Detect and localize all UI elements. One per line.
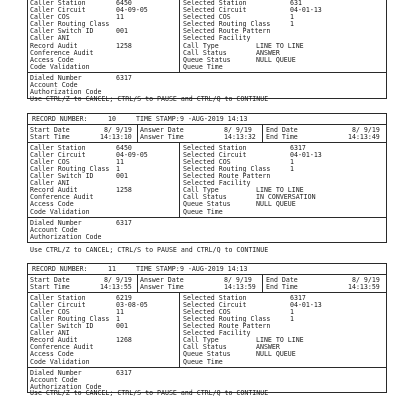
value-caller-cos: 11	[116, 307, 124, 316]
value-queue-status: NULL QUEUE	[256, 200, 296, 209]
label-call-status: Call Status	[183, 343, 227, 352]
record-block	[27, 113, 387, 243]
value-record-audit: 1268	[116, 336, 132, 345]
value-end-time: 14:13:49	[348, 132, 380, 141]
label-access-code: Access Code	[30, 200, 74, 209]
label-authorization-code: Authorization Code	[30, 232, 102, 241]
value-selected-circuit: 04-01-13	[290, 300, 322, 309]
label-code-validation: Code Validation	[30, 357, 90, 366]
caller-selected-section	[28, 0, 386, 72]
value-caller-circuit: 04-09-05	[116, 150, 148, 159]
record-block-partial	[27, 0, 387, 99]
label-caller-station: Caller Station	[30, 0, 86, 7]
date-time-section	[28, 124, 386, 142]
label-caller-cos: Caller COS	[30, 13, 70, 22]
label-caller-station: Caller Station	[30, 293, 86, 302]
label-selected-routing-class: Selected Routing Class	[183, 20, 271, 29]
label-caller-circuit: Caller Circuit	[30, 6, 86, 15]
value-selected-station: 631	[290, 0, 302, 7]
label-caller-station: Caller Station	[30, 143, 86, 152]
label-answer-date: Answer Date	[140, 275, 184, 284]
value-dialed-number: 6317	[116, 218, 132, 227]
label-access-code: Access Code	[30, 55, 74, 64]
label-queue-time: Queue Time	[183, 357, 223, 366]
label-caller-circuit: Caller Circuit	[30, 150, 86, 159]
value-caller-routing-class: 1	[116, 314, 120, 323]
dialed-section	[28, 72, 386, 97]
label-selected-circuit: Selected Circuit	[183, 6, 247, 15]
value-call-status: IN CONVERSATION	[256, 193, 316, 202]
label-queue-status: Queue Status	[183, 200, 231, 209]
label-caller-ani: Caller ANI	[30, 34, 70, 43]
label-caller-switch-id: Caller Switch ID	[30, 172, 94, 181]
value-end-date: 8/ 9/19	[352, 125, 380, 134]
label-answer-date: Answer Date	[140, 125, 184, 134]
value-answer-date: 8/ 9/19	[224, 275, 252, 284]
value-caller-routing-class: 1	[116, 164, 120, 173]
value-queue-status: NULL QUEUE	[256, 350, 296, 359]
value-end-date: 8/ 9/19	[352, 275, 380, 284]
value-dialed-number: 6317	[116, 368, 132, 377]
label-record-audit: Record Audit	[30, 186, 78, 195]
label-dialed-number: Dialed Number	[30, 218, 82, 227]
label-selected-route-pattern: Selected Route Pattern	[183, 322, 271, 331]
label-caller-ani: Caller ANI	[30, 329, 70, 338]
value-call-status: ANSWER	[256, 343, 280, 352]
label-answer-time: Answer Time	[140, 282, 184, 291]
label-end-time: End Time	[266, 282, 298, 291]
label-caller-cos: Caller COS	[30, 157, 70, 166]
label-dialed-number: Dialed Number	[30, 368, 82, 377]
cancel-instructions: Use CTRL/Z to CANCEL; CTRL/S to PAUSE and CTRL/Q to CONTINUE	[30, 389, 269, 397]
value-record-audit: 1258	[116, 186, 132, 195]
value-dialed-number: 6317	[116, 73, 132, 82]
value-answer-time: 14:13:32	[224, 132, 256, 141]
value-caller-cos: 11	[116, 13, 124, 22]
value-selected-cos: 1	[290, 13, 294, 22]
value-caller-circuit: 03-08-05	[116, 300, 148, 309]
value-selected-cos: 1	[290, 307, 294, 316]
value-caller-station: 6219	[116, 293, 132, 302]
cancel-instructions: Use CTRL/Z to CANCEL; CTRL/S to PAUSE and CTRL/Q to CONTINUE	[30, 246, 269, 254]
value-call-type: LINE TO LINE	[256, 41, 304, 50]
label-caller-routing-class: Caller Routing Class	[30, 314, 110, 323]
value-selected-cos: 1	[290, 157, 294, 166]
value-queue-status: NULL QUEUE	[256, 55, 296, 64]
value-selected-routing-class: 1	[290, 164, 294, 173]
label-selected-cos: Selected COS	[183, 307, 231, 316]
value-caller-switch-id: 001	[116, 322, 128, 331]
label-selected-facility: Selected Facility	[183, 329, 251, 338]
label-start-date: Start Date	[30, 125, 70, 134]
value-selected-circuit: 04-01-13	[290, 6, 322, 15]
label-code-validation: Code Validation	[30, 62, 90, 71]
caller-selected-section	[28, 142, 386, 217]
label-selected-circuit: Selected Circuit	[183, 300, 247, 309]
value-selected-routing-class: 1	[290, 20, 294, 29]
value-caller-switch-id: 001	[116, 27, 128, 36]
value-selected-routing-class: 1	[290, 314, 294, 323]
value-call-type: LINE TO LINE	[256, 186, 304, 195]
value-time-stamp: 9 -AUG-2019 14:13	[180, 114, 248, 123]
record-header	[28, 264, 386, 274]
label-code-validation: Code Validation	[30, 207, 90, 216]
value-start-date: 8/ 9/19	[104, 275, 132, 284]
label-selected-station: Selected Station	[183, 293, 247, 302]
label-selected-cos: Selected COS	[183, 157, 231, 166]
label-conference-audit: Conference Audit	[30, 193, 94, 202]
value-selected-circuit: 04-01-13	[290, 150, 322, 159]
label-start-date: Start Date	[30, 275, 70, 284]
label-record-audit: Record Audit	[30, 41, 78, 50]
label-caller-switch-id: Caller Switch ID	[30, 322, 94, 331]
value-answer-time: 14:13:59	[224, 282, 256, 291]
label-start-time: Start Time	[30, 132, 70, 141]
date-time-section	[28, 274, 386, 292]
record-block	[27, 263, 387, 393]
label-record-number: RECORD NUMBER:	[32, 264, 88, 273]
label-end-time: End Time	[266, 132, 298, 141]
label-conference-audit: Conference Audit	[30, 343, 94, 352]
value-caller-switch-id: 001	[116, 172, 128, 181]
value-caller-cos: 11	[116, 157, 124, 166]
label-account-code: Account Code	[30, 225, 78, 234]
value-caller-station: 6450	[116, 143, 132, 152]
caller-selected-section	[28, 292, 386, 367]
label-selected-routing-class: Selected Routing Class	[183, 314, 271, 323]
label-call-type: Call Type	[183, 41, 219, 50]
value-call-type: LINE TO LINE	[256, 336, 304, 345]
label-caller-circuit: Caller Circuit	[30, 300, 86, 309]
label-queue-time: Queue Time	[183, 207, 223, 216]
label-selected-facility: Selected Facility	[183, 179, 251, 188]
label-selected-station: Selected Station	[183, 143, 247, 152]
label-caller-routing-class: Caller Routing Class	[30, 164, 110, 173]
value-end-time: 14:13:59	[348, 282, 380, 291]
label-authorization-code: Authorization Code	[30, 88, 102, 97]
label-caller-cos: Caller COS	[30, 307, 70, 316]
label-queue-status: Queue Status	[183, 350, 231, 359]
label-answer-time: Answer Time	[140, 132, 184, 141]
label-selected-routing-class: Selected Routing Class	[183, 164, 271, 173]
value-selected-station: 6317	[290, 293, 306, 302]
label-authorization-code: Authorization Code	[30, 382, 102, 391]
label-account-code: Account Code	[30, 81, 78, 90]
value-record-number: 11	[108, 264, 116, 273]
label-selected-facility: Selected Facility	[183, 34, 251, 43]
label-call-type: Call Type	[183, 186, 219, 195]
label-record-number: RECORD NUMBER:	[32, 114, 88, 123]
label-conference-audit: Conference Audit	[30, 48, 94, 57]
value-record-audit: 1258	[116, 41, 132, 50]
dialed-section	[28, 217, 386, 242]
value-record-number: 10	[108, 114, 116, 123]
value-start-date: 8/ 9/19	[104, 125, 132, 134]
label-account-code: Account Code	[30, 375, 78, 384]
label-time-stamp: TIME STAMP:	[136, 114, 180, 123]
label-call-type: Call Type	[183, 336, 219, 345]
value-call-status: ANSWER	[256, 48, 280, 57]
label-selected-cos: Selected COS	[183, 13, 231, 22]
value-time-stamp: 9 -AUG-2019 14:13	[180, 264, 248, 273]
cancel-instructions: Use CTRL/Z to CANCEL; CTRL/S to PAUSE and CTRL/Q to CONTINUE	[30, 95, 269, 103]
label-call-status: Call Status	[183, 193, 227, 202]
value-answer-date: 8/ 9/19	[224, 125, 252, 134]
label-queue-time: Queue Time	[183, 62, 223, 71]
label-caller-switch-id: Caller Switch ID	[30, 27, 94, 36]
label-dialed-number: Dialed Number	[30, 73, 82, 82]
value-caller-station: 6450	[116, 0, 132, 7]
label-end-date: End Date	[266, 125, 298, 134]
value-start-time: 14:13:10	[100, 132, 132, 141]
label-caller-routing-class: Caller Routing Class	[30, 20, 110, 29]
label-access-code: Access Code	[30, 350, 74, 359]
value-caller-circuit: 04-09-05	[116, 6, 148, 15]
label-record-audit: Record Audit	[30, 336, 78, 345]
value-start-time: 14:13:55	[100, 282, 132, 291]
label-selected-route-pattern: Selected Route Pattern	[183, 172, 271, 181]
label-queue-status: Queue Status	[183, 55, 231, 64]
label-end-date: End Date	[266, 275, 298, 284]
label-call-status: Call Status	[183, 48, 227, 57]
label-time-stamp: TIME STAMP:	[136, 264, 180, 273]
value-selected-station: 6317	[290, 143, 306, 152]
label-selected-route-pattern: Selected Route Pattern	[183, 27, 271, 36]
label-start-time: Start Time	[30, 282, 70, 291]
record-header	[28, 114, 386, 124]
label-caller-ani: Caller ANI	[30, 179, 70, 188]
label-selected-station: Selected Station	[183, 0, 247, 7]
label-selected-circuit: Selected Circuit	[183, 150, 247, 159]
